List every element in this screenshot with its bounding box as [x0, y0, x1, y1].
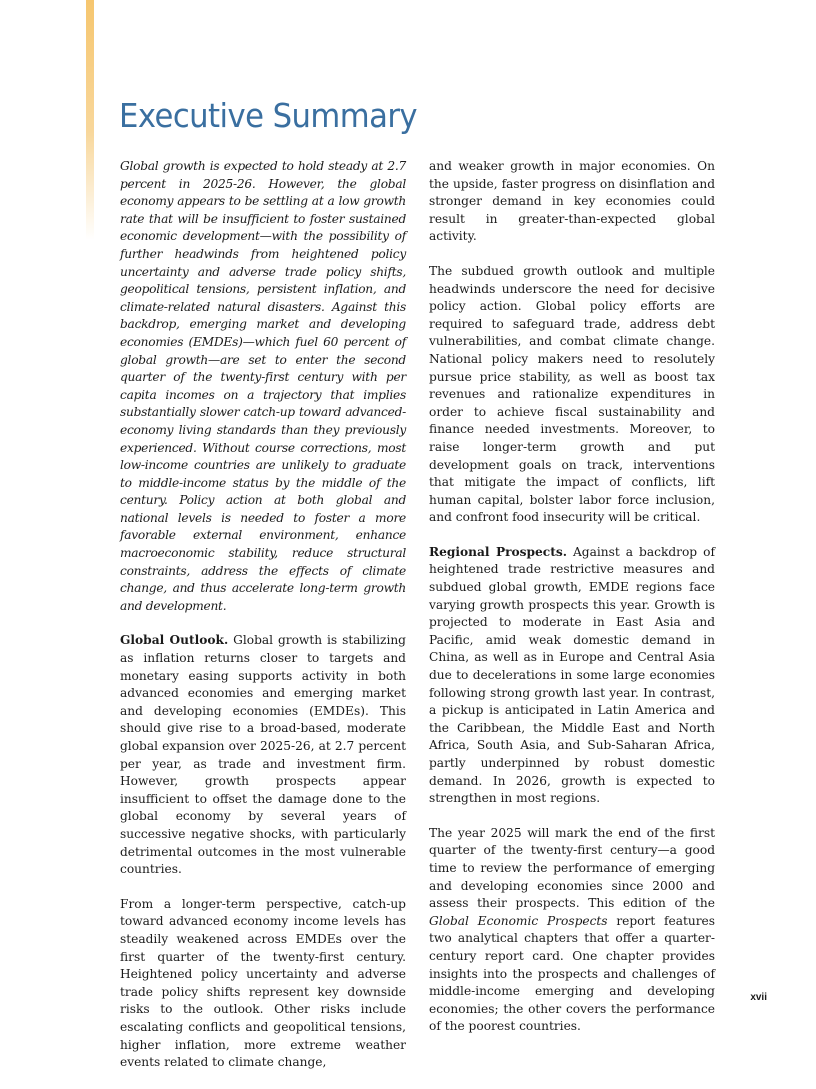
global-outlook-heading: Global Outlook. — [120, 633, 229, 648]
regional-prospects-heading: Regional Prospects. — [429, 544, 567, 559]
global-outlook-paragraph — [120, 632, 406, 878]
closing-paragraph — [429, 825, 715, 1036]
closing-text-part-1: The year 2025 will mark the end of the first quarter of the twenty-first century—a good time to review the performance of emerging and developing economies since 2000 and assess their prospects. This edition of the — [429, 825, 715, 911]
regional-prospects-text: Against a backdrop of heightened trade restrictive measures and subdued global growth, EMDE regions face varying growth prospects this year. Growth is projected to moderate in East Asia and Pacific, amid weak domestic demand in China, as well as in Europe and Central Asia due to decelerations in some large economies following strong growth last year. In contrast, a pickup is anticipated in Latin America and the Caribbean, the Middle East and North Africa, South Asia, and Sub-Saharan Africa, partly underpinned by robust domestic demand. In 2026, growth is expected to strengthen in most regions. — [429, 544, 715, 806]
report-name: Global Economic Prospects — [429, 913, 608, 928]
policy-paragraph: The subdued growth outlook and multiple headwinds underscore the need for decisive policy action. Global policy efforts are required to safeguard trade, address debt vulnerabilities, and combat climate change. National policy makers need to resolutely pursue price stability, as well as boost tax revenues and rationalize expenditures in order to achieve fiscal sustainability and finance needed investments. Moreover, to raise longer-term growth and put development goals on track, interventions that mitigate the impact of conflicts, lift human capital, bolster labor force inclusion, and confront food insecurity will be critical. — [429, 263, 715, 525]
global-outlook-text: Global growth is stabilizing as inflation returns closer to targets and monetary easing supports activity in both advanced economies and emerging market and developing economies (EMDEs). This should give rise to a broad-based, moderate global expansion over 2025-26, at 2.7 percent per year, as trade and investment firm. However, growth prospects appear insufficient to offset the damage done to the global economy by several years of successive negative shocks, with particularly detrimental outcomes in the most vulnerable countries. — [120, 633, 406, 877]
longer-term-paragraph: From a longer-term perspective, catch-up toward advanced economy income levels has steadily weakened across EMDEs over the first quarter of the twenty-first century. Heightened policy uncertainty and adverse trade policy shifts represent key downside risks to the outlook. Other risks include escalating conflicts and geopolitical tensions, higher inflation, more extreme weather events related to climate change, — [120, 896, 406, 1070]
regional-prospects-paragraph — [429, 544, 715, 808]
intro-paragraph: Global growth is expected to hold steady at 2.7 percent in 2025-26. However, the global economy appears to be settling at a low growth rate that will be insufficient to foster sustained economic development—with the possibility of further headwinds from heightened policy uncertainty and adverse trade policy shifts, geopolitical tensions, persistent inflation, and climate-related natural disasters. Against this backdrop, emerging market and developing economies (EMDEs)—which fuel 60 percent of global growth—are set to enter the second quarter of the twenty-first century with per capita incomes on a trajectory that implies substantially slower catch-up toward advanced-economy living standards than they previously experienced. Without course corrections, most low-income countries are unlikely to graduate to middle-income status by the middle of the century. Policy action at both global and national levels is needed to foster a more favorable external environment, enhance macroeconomic stability, reduce structural constraints, address the effects of climate change, and thus accelerate long-term growth and development. — [120, 159, 406, 613]
page-title: Executive Summary — [119, 96, 418, 135]
continuation-paragraph: and weaker growth in major economies. On the upside, faster progress on disinflation and stronger demand in key economies could result in greater-than-expected global activity. — [429, 159, 715, 244]
right-column — [429, 158, 715, 1053]
decorative-accent-bar — [86, 0, 94, 240]
left-column — [120, 158, 406, 1089]
page-number: xvii — [750, 992, 767, 1003]
closing-text-part-2: report features two analytical chapters that offer a quarter-century report card. One chapter provides insights into the prospects and challenges of middle-income emerging and developing economies; the other covers the performance of the poorest countries. — [429, 913, 715, 1034]
